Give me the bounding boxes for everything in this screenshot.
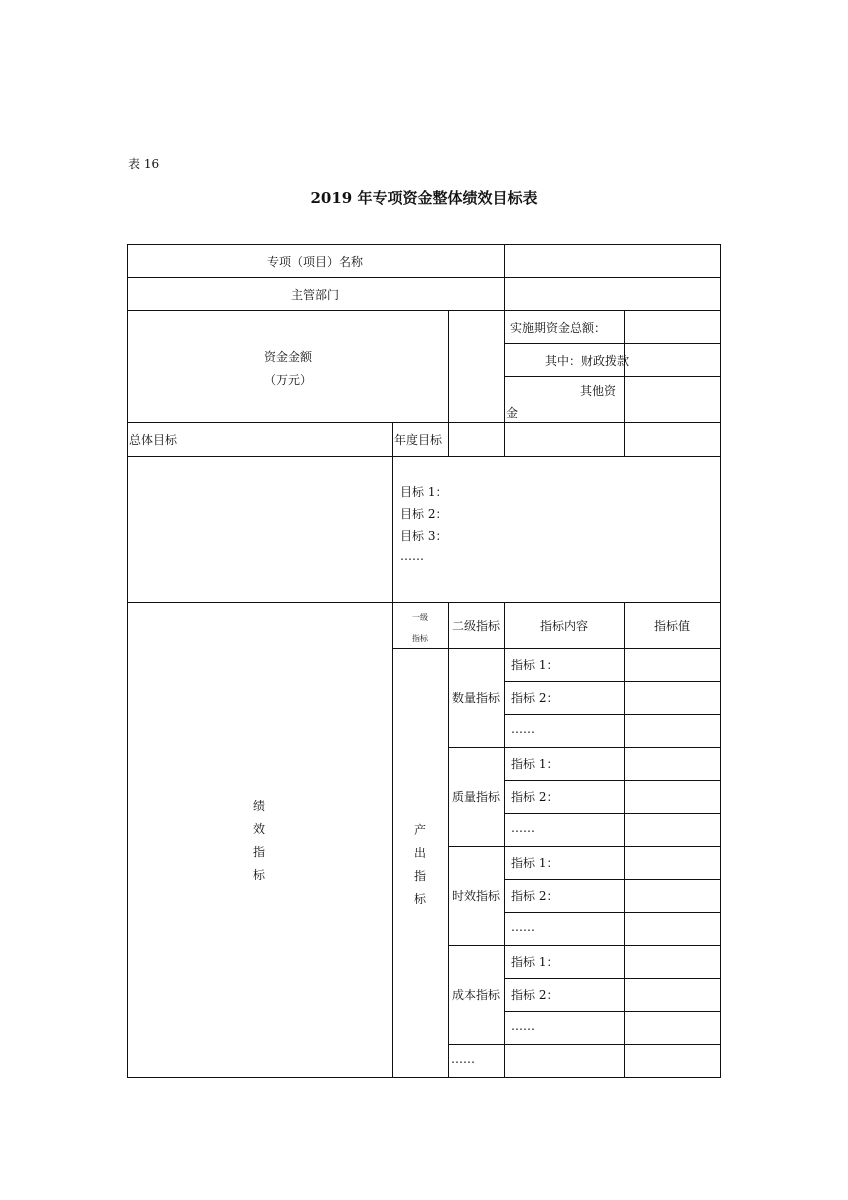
group-name: 时效指标 [451,889,501,903]
level1-header-2: 指标 [412,634,428,643]
goal-item: 目标 1： [400,485,448,499]
output-char: 产 [413,823,427,837]
perf-char: 指 [252,845,266,859]
goal-item: 目标 2： [400,507,448,521]
content-header: 指标内容 [539,619,589,633]
indicator-item: …… [511,1019,535,1033]
table-number: 表 16 [128,157,160,171]
output-char: 出 [413,846,427,860]
indicator-item: 指标 1： [511,955,559,969]
indicator-item: 指标 2： [511,691,559,705]
indicator-item: 指标 2： [511,889,559,903]
indicator-item: 指标 1： [511,658,559,672]
group-name: 成本指标 [451,988,501,1002]
level1-header: 一级 [412,613,428,622]
fund-total-label: 实施期资金总额： [510,321,607,335]
fund-unit-label: （万元） [263,373,313,387]
value-header: 指标值 [653,619,691,633]
perf-char: 绩 [252,799,266,813]
group-name: 质量指标 [451,790,501,804]
more-indicators: …… [451,1052,475,1066]
overall-goal-label: 总体目标 [129,433,178,447]
indicator-item: 指标 2： [511,790,559,804]
annual-goal-label: 年度目标 [394,433,443,447]
project-name-label: 专项（项目）名称 [266,255,364,269]
fund-other-label-wrap: 金 [506,406,519,420]
fund-other-label: 其他资 [580,384,617,398]
department-label: 主管部门 [290,288,340,302]
goal-item: 目标 3： [400,529,448,543]
perf-char: 标 [252,868,266,882]
output-char: 指 [413,869,427,883]
fund-fiscal-label: 其中：财政拨款 [545,354,630,368]
level2-header: 二级指标 [451,619,501,633]
fund-amount-label: 资金金额 [263,350,313,364]
indicator-item: 指标 1： [511,757,559,771]
page-title: 2019 年专项资金整体绩效目标表 [310,189,538,207]
indicator-item: …… [511,722,535,736]
indicator-item: …… [511,920,535,934]
output-char: 标 [413,892,427,906]
indicator-item: …… [511,821,535,835]
indicator-item: 指标 1： [511,856,559,870]
perf-char: 效 [252,822,266,836]
indicator-item: 指标 2： [511,988,559,1002]
group-name: 数量指标 [451,691,501,705]
goal-item: …… [400,549,424,563]
